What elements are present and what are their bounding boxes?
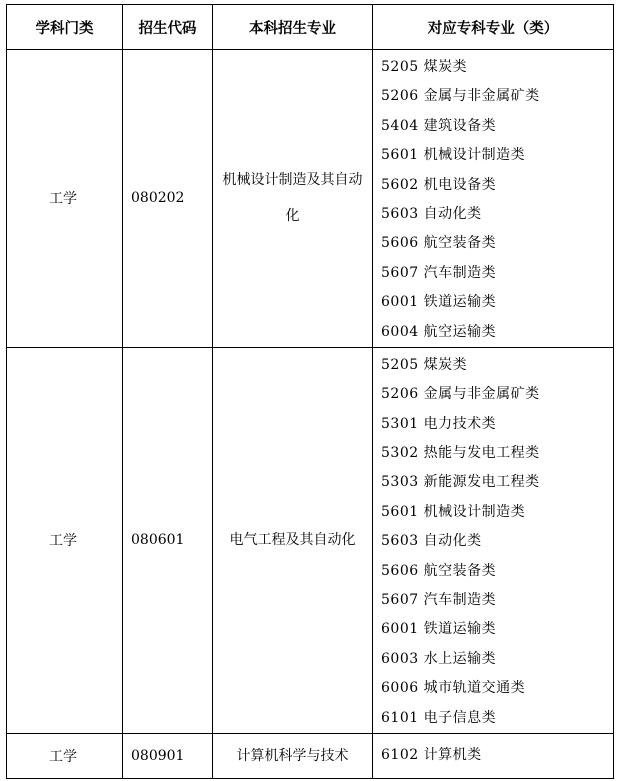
related-major-item: 6001 铁道运输类 (381, 621, 497, 638)
related-major-item: 5404 建筑设备类 (381, 117, 497, 134)
category-cell: 工学 (7, 50, 123, 348)
related-major-item: 5606 航空装备类 (381, 235, 497, 252)
code-cell: 080202 (123, 50, 213, 348)
related-major-item: 5206 金属与非金属矿类 (381, 386, 540, 403)
related-majors-cell (373, 50, 614, 348)
related-major-item: 6001 铁道运输类 (381, 294, 497, 311)
category-cell: 工学 (7, 347, 123, 733)
related-major-item: 6004 航空运输类 (381, 323, 497, 340)
related-major-item: 5301 电力技术类 (381, 415, 497, 432)
related-major-item: 5303 新能源发电工程类 (381, 474, 540, 491)
related-major-item: 5602 机电设备类 (381, 176, 497, 193)
related-major-item: 5607 汽车制造类 (381, 264, 497, 281)
related-major-item: 6102 计算机类 (381, 747, 482, 764)
major-mapping-table (6, 4, 614, 779)
related-major-item: 6003 水上运输类 (381, 650, 497, 667)
related-major-item: 5601 机械设计制造类 (381, 147, 526, 164)
related-major-item: 5205 煤炭类 (381, 59, 468, 75)
header-related: 对应专科专业（类） (373, 5, 614, 50)
category-cell: 工学 (7, 733, 123, 778)
code-cell: 080601 (123, 347, 213, 733)
major-cell: 电气工程及其自动化 (213, 347, 373, 733)
major-cell: 计算机科学与技术 (213, 733, 373, 778)
related-major-item: 5603 自动化类 (381, 533, 482, 550)
related-major-item: 5206 金属与非金属矿类 (381, 88, 540, 105)
related-major-item: 5603 自动化类 (381, 205, 482, 222)
related-majors-cell (373, 733, 614, 778)
code-cell: 080901 (123, 733, 213, 778)
header-major: 本科招生专业 (213, 5, 373, 50)
related-major-item: 6101 电子信息类 (381, 709, 497, 726)
header-category: 学科门类 (7, 5, 123, 50)
table-header-row (7, 5, 614, 50)
related-major-item: 6006 城市轨道交通类 (381, 680, 526, 697)
table-row (7, 347, 614, 733)
related-major-item: 5302 热能与发电工程类 (381, 445, 540, 462)
related-major-item: 5601 机械设计制造类 (381, 503, 526, 520)
header-code: 招生代码 (123, 5, 213, 50)
related-major-item: 5205 煤炭类 (381, 356, 468, 373)
related-major-item: 5607 汽车制造类 (381, 592, 497, 609)
major-cell: 机械设计制造及其自动化 (213, 50, 373, 348)
table-row (7, 50, 614, 348)
table-row (7, 733, 614, 778)
related-major-item: 5606 航空装备类 (381, 562, 497, 579)
related-majors-cell (373, 347, 614, 733)
